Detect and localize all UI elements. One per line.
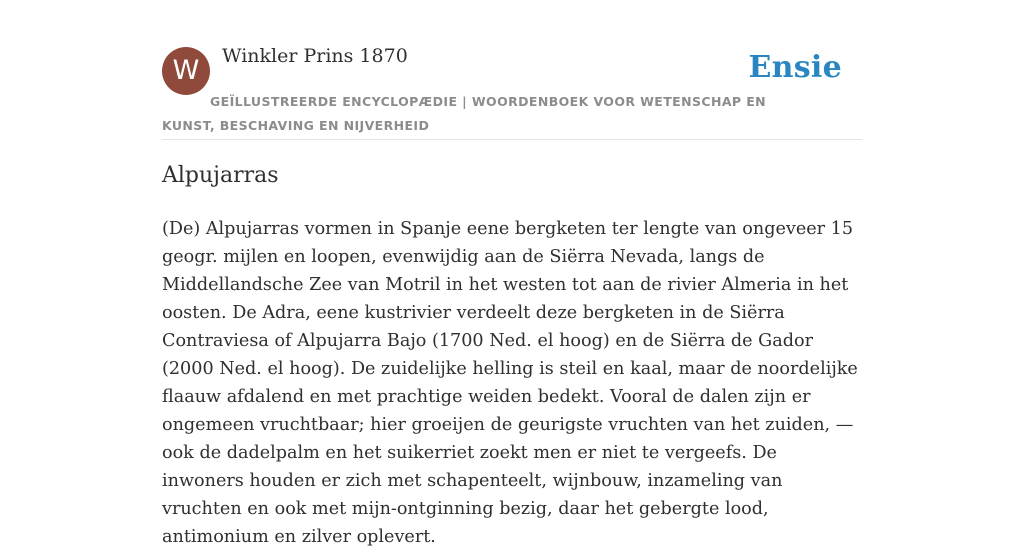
source-avatar[interactable]: W <box>162 47 210 95</box>
entry-title: Alpujarras <box>162 163 279 188</box>
source-header <box>162 0 862 140</box>
source-title[interactable]: Winkler Prins 1870 <box>222 45 408 67</box>
ensie-logo[interactable]: Ensie <box>748 50 842 85</box>
source-subtitle: GEÏLLUSTREERDE ENCYCLOPÆDIE | WOORDENBOEK VOOR WETENSCHAP EN KUNST, BESCHAVING EN NIJVERHEID <box>162 94 767 133</box>
page-content <box>162 0 862 547</box>
entry-body: (De) Alpujarras vormen in Spanje eene bergketen ter lengte van ongeveer 15 geogr. mijlen en loopen, evenwijdig aan de Siërra Nevada, langs de Middellandsche Zee van Motril in het westen tot aan de rivier Almeria in het oosten. De Adra, eene kustrivier verdeelt deze bergketen in de Siërra Contraviesa of Alpujarra Bajo (1700 Ned. el hoog) en de Siërra de Gador (2000 Ned. el hoog). De zuidelijke helling is steil en kaal, maar de noordelijke flaauw afdalend en met prachtige weiden bedekt. Vooral de dalen zijn er ongemeen vruchtbaar; hier groeijen de geurigste vruchten van het zuiden, — ook de dadelpalm en het suikerriet zoekt men er niet te vergeefs. De inwoners houden er zich met schapenteelt, wijnbouw, inzameling van vruchten en ook met mijn-ontginning bezig, daar het gebergte lood, antimonium en zilver oplevert. <box>162 219 858 547</box>
